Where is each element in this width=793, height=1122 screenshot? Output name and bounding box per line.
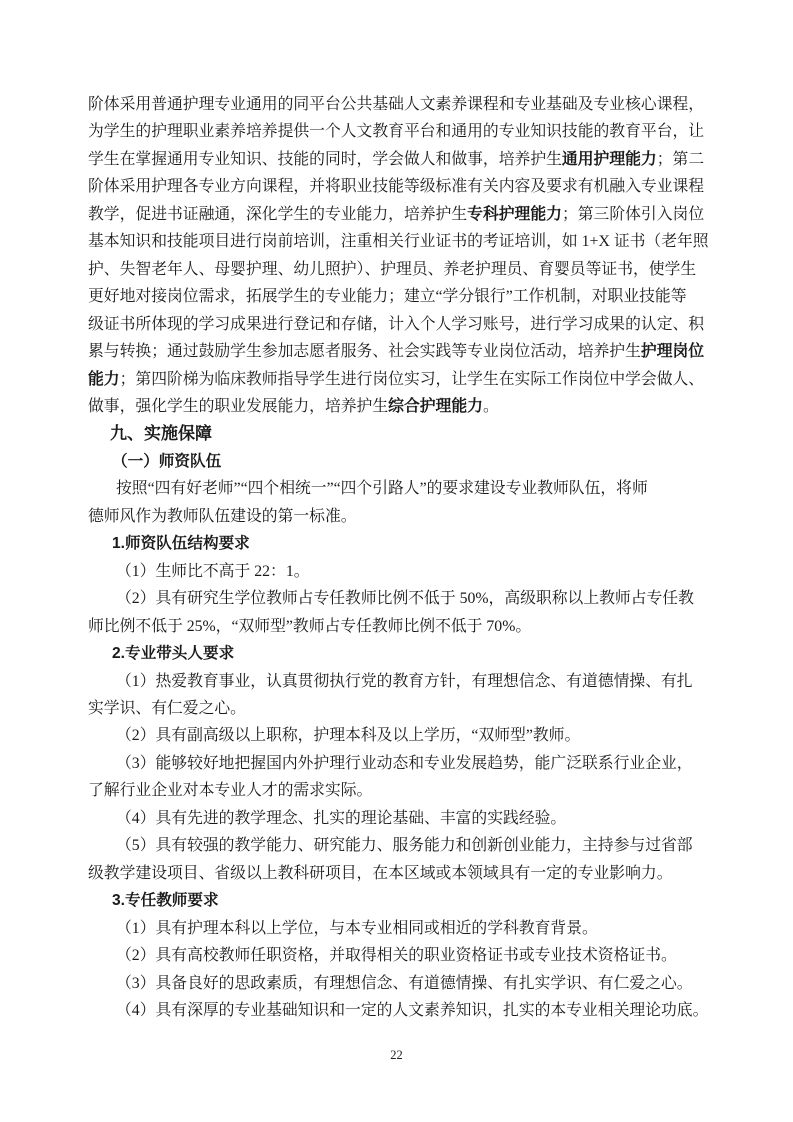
text-run: （1）生师比不高于 22：1。 (116, 562, 310, 580)
text-line (88, 668, 712, 695)
section-heading-h3 (88, 640, 712, 667)
text-run: 阶体采用护理各专业方向课程，并将职业技能等级标准有关内容及要求有机融入专业课程 (88, 178, 705, 196)
text-run: （1）具有护理本科以上学位，与本专业相同或相近的学科教育背景。 (116, 919, 598, 937)
text-run: （3）具备良好的思政素质，有理想信念、有道德情操、有扎实学识、有仁爱之心。 (116, 974, 693, 992)
section-heading-h1 (88, 420, 712, 447)
text-line (88, 283, 712, 310)
text-line (88, 970, 712, 997)
text-line (88, 201, 712, 228)
text-line (88, 832, 712, 859)
text-run: 德师风作为教师队伍建设的第一标准。 (88, 507, 357, 525)
text-run: 学生在掌握通用专业知识、技能的同时，学会做人和做事，培养护生 (88, 150, 562, 168)
bold-text-run: 专科护理能力 (467, 205, 562, 223)
text-run: （2）具有研究生学位教师占专任教师比例不低于 50%，高级职称以上教师占专任教 (116, 590, 694, 608)
text-run: 了解行业企业对本专业人才的需求实际。 (88, 782, 373, 800)
text-run: （3）能够较好地把握国内外护理行业动态和专业发展趋势，能广泛联系行业企业， (116, 754, 693, 772)
text-line (88, 146, 712, 173)
text-line (88, 338, 712, 365)
section-heading-h3 (88, 887, 712, 914)
text-line (88, 256, 712, 283)
text-run: （5）具有较强的教学能力、研究能力、服务能力和创新创业能力，主持参与过省部 (116, 837, 693, 855)
page-number: 22 (390, 1048, 403, 1062)
bold-text-run: （一）师资队伍 (112, 452, 222, 470)
text-run: 按照“四有好老师”“四个相统一”“四个引路人”的要求建设专业教师队伍，将师 (116, 480, 648, 498)
text-line (88, 558, 712, 585)
text-run: ；第二 (656, 150, 705, 168)
document-content (88, 91, 712, 1024)
text-run: 教学，促进书证融通，深化学生的专业能力，培养护生 (88, 205, 468, 223)
text-line (88, 393, 712, 420)
text-run: （4）具有先进的教学理念、扎实的理论基础、丰富的实践经验。 (116, 809, 567, 827)
text-line (88, 585, 712, 612)
text-line (88, 942, 712, 969)
text-line (88, 173, 712, 200)
bold-text-run: 1.师资队伍结构要求 (112, 535, 250, 553)
text-run: （2）具有副高级以上职称，护理本科及以上学历，“双师型”教师。 (116, 727, 581, 745)
text-run: 级证书所体现的学习成果进行登记和存储，计入个人学习账号，进行学习成果的认定、积 (88, 315, 705, 333)
text-line (88, 695, 712, 722)
text-run: 为学生的护理职业素养培养提供一个人文教育平台和通用的专业知识技能的教育平台，让 (88, 123, 705, 141)
text-run: 护、失智老年人、母婴护理、幼儿照护）、护理员、养老护理员、育婴员等证书，使学生 (88, 260, 697, 278)
bold-text-run: 通用护理能力 (561, 150, 657, 168)
text-line (88, 722, 712, 749)
bold-text-run: 2.专业带头人要求 (112, 645, 235, 663)
text-line (88, 91, 712, 118)
text-run: 实学识、有仁爱之心。 (88, 699, 246, 717)
bold-text-run: 护理岗位 (640, 343, 705, 361)
text-run: 级教学建设项目、省级以上教科研项目，在本区域或本领域具有一定的专业影响力。 (88, 864, 673, 882)
text-run: 阶体采用普通护理专业通用的同平台公共基础人文素养课程和专业基础及专业核心课程， (88, 96, 705, 113)
text-line (88, 118, 712, 145)
bold-text-run: 九、实施保障 (110, 424, 212, 444)
bold-text-run: 综合护理能力 (388, 397, 483, 415)
text-run: （4）具有深厚的专业基础知识和一定的人文素养知识，扎实的本专业相关理论功底。 (116, 1001, 709, 1019)
text-run: 做事，强化学生的职业发展能力，培养护生 (88, 397, 389, 415)
text-line (88, 311, 712, 338)
text-run: （1）热爱教育事业，认真贯彻执行党的教育方针，有理想信念、有道德情操、有扎 (116, 672, 693, 690)
text-line (88, 750, 712, 777)
text-line (88, 366, 712, 393)
text-run: 累与转换；通过鼓励学生参加志愿者服务、社会实践等专业岗位活动，培养护生 (88, 343, 641, 361)
text-line (88, 915, 712, 942)
text-line (88, 805, 712, 832)
bold-text-run: 3.专任教师要求 (112, 892, 219, 910)
text-run: 基本知识和技能项目进行岗前培训，注重相关行业证书的考证培训，如 1+X 证书（老年照 (88, 233, 709, 251)
section-heading-h3 (88, 530, 712, 557)
section-heading-h2 (88, 448, 712, 475)
text-line (88, 613, 712, 640)
text-run: ；第四阶梯为临床教师指导学生进行岗位实习，让学生在实际工作岗位中学会做人、 (119, 370, 705, 388)
text-line (88, 475, 712, 502)
text-run: （2）具有高校教师任职资格，并取得相关的职业资格证书或专业技术资格证书。 (116, 947, 677, 965)
text-run: 。 (482, 397, 499, 415)
text-run: 师比例不低于 25%，“双师型”教师占专任教师比例不低于 70%。 (88, 617, 532, 635)
text-run: 更好地对接岗位需求，拓展学生的专业能力；建立“学分银行”工作机制，对职业技能等 (88, 288, 687, 306)
text-line (88, 228, 712, 255)
text-line (88, 860, 712, 887)
text-line (88, 503, 712, 530)
text-run: ；第三阶体引入岗位 (561, 205, 705, 223)
bold-text-run: 能力 (88, 370, 120, 388)
text-line (88, 777, 712, 804)
text-line (88, 997, 712, 1024)
